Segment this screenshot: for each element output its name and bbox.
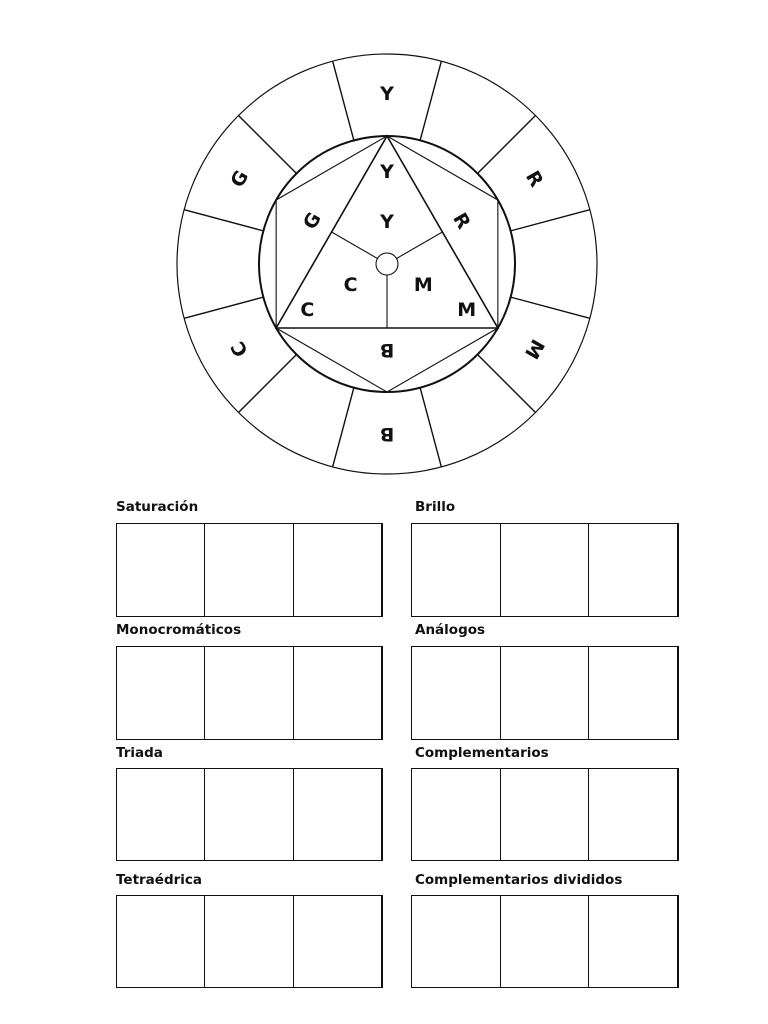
hexagon-label: M — [457, 299, 477, 321]
section-label-monocromaticos: Monocromáticos — [116, 622, 242, 638]
outer-ring-label: Y — [380, 83, 394, 105]
swatch-cell[interactable] — [117, 769, 205, 860]
swatch-cell[interactable] — [412, 647, 501, 739]
swatch-row-analogos — [411, 646, 679, 740]
hexagon-label: Y — [380, 161, 394, 183]
swatch-row-saturacion — [116, 523, 383, 617]
outer-ring-label: R — [521, 167, 548, 191]
swatch-cell[interactable] — [205, 896, 293, 987]
swatch-cell[interactable] — [412, 896, 501, 987]
swatch-cell[interactable] — [501, 647, 590, 739]
ring-divider — [420, 388, 441, 467]
swatch-cell[interactable] — [412, 769, 501, 860]
section-label-analogos: Análogos — [415, 622, 486, 638]
swatch-row-complementarios-divididos — [411, 895, 679, 988]
swatch-cell[interactable] — [117, 647, 205, 739]
ring-divider — [511, 210, 590, 231]
section-label-brillo: Brillo — [415, 499, 456, 515]
hexagon-label: B — [379, 339, 395, 361]
ring-divider — [511, 297, 590, 318]
swatch-cell[interactable] — [205, 524, 293, 616]
section-label-saturacion: Saturación — [116, 499, 199, 515]
color-wheel — [0, 0, 768, 500]
ring-divider — [333, 388, 354, 467]
hexagon-label: G — [299, 208, 326, 234]
center-hub — [376, 253, 398, 275]
hexagon-label: C — [300, 299, 315, 321]
section-label-triada: Triada — [116, 745, 163, 761]
triangle-label: M — [413, 274, 433, 296]
swatch-cell[interactable] — [501, 524, 590, 616]
ring-divider — [239, 355, 297, 413]
ring-divider — [478, 355, 536, 413]
swatch-cell[interactable] — [117, 524, 205, 616]
swatch-cell[interactable] — [205, 769, 293, 860]
swatch-cell[interactable] — [589, 896, 677, 987]
section-label-complementarios: Complementarios — [415, 745, 549, 761]
triangle-label: C — [343, 274, 358, 296]
triangle-spoke — [397, 232, 443, 259]
swatch-row-tetraedrica — [116, 895, 383, 988]
swatch-row-complementarios — [411, 768, 679, 861]
swatch-cell[interactable] — [501, 896, 590, 987]
hexagon-label: R — [448, 209, 475, 233]
ring-divider — [239, 116, 297, 174]
section-label-complementarios-divididos: Complementarios divididos — [415, 872, 623, 888]
swatch-row-monocromaticos — [116, 646, 383, 740]
outer-ring-label: M — [519, 335, 549, 363]
section-label-tetraedrica: Tetraédrica — [116, 872, 203, 888]
swatch-cell[interactable] — [589, 647, 677, 739]
swatch-cell[interactable] — [294, 647, 381, 739]
outer-ring-label: C — [226, 337, 253, 361]
swatch-cell[interactable] — [117, 896, 205, 987]
ring-divider — [184, 210, 263, 231]
swatch-cell[interactable] — [589, 524, 677, 616]
swatch-cell[interactable] — [205, 647, 293, 739]
ring-divider — [478, 116, 536, 174]
ring-divider — [420, 61, 441, 140]
swatch-cell[interactable] — [589, 769, 677, 860]
outer-ring-label: G — [226, 166, 254, 192]
ring-divider — [184, 297, 263, 318]
triangle-spoke — [332, 232, 378, 259]
triangle-label: Y — [380, 211, 394, 233]
swatch-row-triada — [116, 768, 383, 861]
swatch-cell[interactable] — [412, 524, 501, 616]
outer-ring-label: B — [379, 423, 395, 445]
swatch-cell[interactable] — [501, 769, 590, 860]
ring-divider — [333, 61, 354, 140]
swatch-cell[interactable] — [294, 896, 381, 987]
swatch-cell[interactable] — [294, 769, 381, 860]
swatch-row-brillo — [411, 523, 679, 617]
swatch-cell[interactable] — [294, 524, 381, 616]
